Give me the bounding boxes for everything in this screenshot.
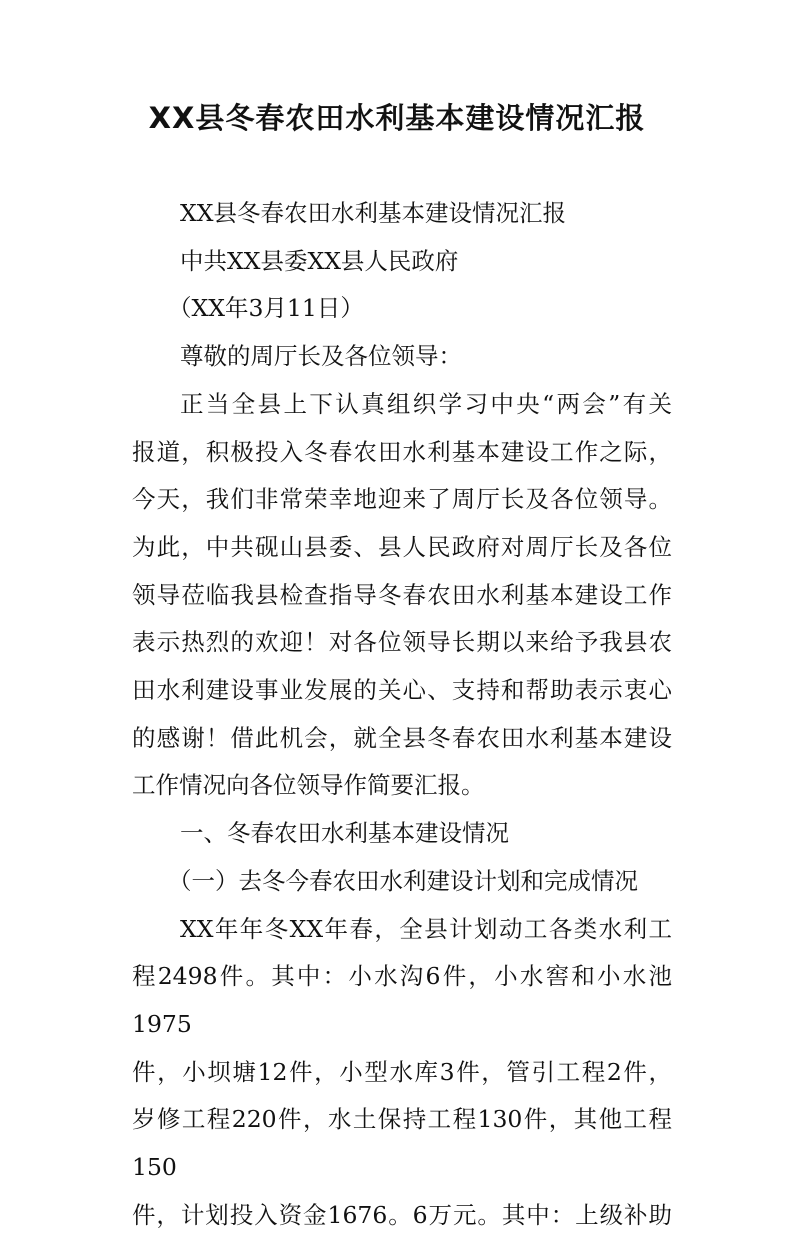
intro-line: 报道，积极投入冬春农田水利基本建设工作之际， — [132, 437, 672, 466]
salutation: 尊敬的周厅长及各位领导： — [180, 342, 462, 371]
intro-line: 为此，中共砚山县委、县人民政府对周厅长及各位 — [132, 532, 672, 561]
document-title: XX县冬春农田水利基本建设情况汇报 — [148, 101, 646, 135]
plan-line: 件，计划投入资金1676。6万元。其中：上级补助 — [132, 1200, 672, 1229]
section-heading: 一、冬春农田水利基本建设情况 — [180, 819, 509, 848]
intro-line: 今天，我们非常荣幸地迎来了周厅长及各位领导。 — [132, 485, 672, 514]
heading-repeat: XX县冬春农田水利基本建设情况汇报 — [180, 199, 566, 227]
date-line: （XX年3月11日） — [168, 294, 364, 323]
document-body — [132, 190, 672, 1239]
plan-line: 件，小坝塘12件，小型水库3件，管引工程2件， — [132, 1057, 672, 1086]
intro-line: 田水利建设事业发展的关心、支持和帮助表示衷心 — [132, 676, 672, 705]
plan-line: 岁修工程220件，水土保持工程130件，其他工程150 — [132, 1105, 672, 1182]
plan-line: 程2498件。其中：小水沟6件，小水窖和小水池1975 — [132, 962, 672, 1038]
intro-line: 表示热烈的欢迎！对各位领导长期以来给予我县农 — [132, 628, 672, 657]
authors-line: 中共XX县委XX县人民政府 — [180, 246, 459, 275]
intro-line: 正当全县上下认真组织学习中央“两会”有关 — [180, 389, 672, 418]
intro-line: 的感谢！借此机会，就全县冬春农田水利基本建设 — [132, 723, 672, 752]
subsection-heading: （一）去冬今春农田水利建设计划和完成情况 — [168, 866, 638, 895]
plan-line: XX年年冬XX年春，全县计划动工各类水利工 — [180, 914, 672, 943]
intro-line: 工作情况向各位领导作简要汇报。 — [132, 771, 485, 800]
intro-line: 领导莅临我县检查指导冬春农田水利基本建设工作 — [132, 580, 672, 609]
